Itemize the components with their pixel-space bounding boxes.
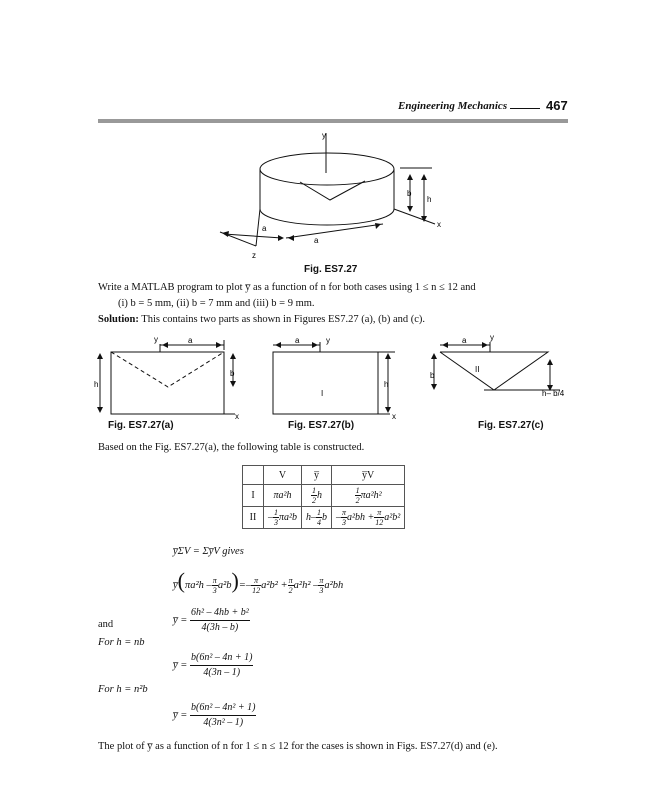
caption-top: Fig. ES7.27 (304, 264, 358, 275)
label-y: y (322, 131, 326, 140)
caption-b: Fig. ES7.27(b) (288, 420, 355, 431)
label-z: z (252, 251, 256, 260)
eq-1: y̅(πa²h – $\frac{\pi}{3}$ a²b)=– $\frac{\pi}{12}$ a²b² + $\frac{\pi}{2}$ a²h² – $\frac{\pi}{3}$ a²bh (173, 568, 344, 596)
col-header-y: y̅ (302, 466, 332, 485)
fig-c-hb4: h– b/4 (542, 389, 565, 398)
col-header-v: V (264, 466, 302, 485)
figure-cylinder (200, 128, 460, 263)
fig-b-h: h (384, 380, 389, 389)
fig-a-y: y (154, 335, 158, 344)
for-h-n2b: For h = n²b (98, 684, 148, 695)
fig-a-b: b (230, 369, 235, 378)
caption-c: Fig. ES7.27(c) (478, 420, 544, 431)
solution-label: Solution: (98, 314, 139, 325)
row-label: II (243, 507, 264, 529)
running-title: Engineering Mechanics (398, 100, 508, 112)
fig-c-a: a (462, 336, 467, 345)
fig-b-y: y (326, 336, 330, 345)
problem-line-2: (i) b = 5 mm, (ii) b = 7 mm and (iii) b = 9 mm. (118, 298, 315, 309)
eq-gives: y̅ΣV = Σy̅V gives (173, 546, 244, 557)
closing-text: The plot of y̅ as a function of n for 1 ≤ n ≤ 12 for the cases is shown in Figs. ES7.27(d) and (e). (98, 741, 498, 752)
eq-2: y̅ = $\frac{\text{6h² – 4hb + b²}}{4(3h - b)}$ (173, 607, 249, 633)
row-label: I (243, 485, 264, 507)
fig-a-x: x (235, 412, 239, 421)
fig-b-a: a (295, 336, 300, 345)
for-h-nb: For h = nb (98, 637, 145, 648)
label-a2: a (314, 236, 319, 245)
col-header-yv: y̅V (332, 466, 405, 485)
problem-line-1: Write a MATLAB program to plot y̅ as a function of n for both cases using 1 ≤ n ≤ 12 and (98, 282, 476, 293)
caption-a: Fig. ES7.27(a) (108, 420, 174, 431)
table-row: II – $\frac{1}{3}$ πa²b h– $\frac{1}{4}$ b – $\frac{\pi}{3}$ a²bh + $\frac{\pi}{12}$ a²b² (243, 507, 405, 529)
header-dash (510, 108, 540, 109)
label-b: b (407, 189, 412, 198)
cylinder-top (260, 153, 394, 185)
fig-c-b: b (430, 371, 435, 380)
volume-table (242, 465, 405, 529)
cell-v: πa²h (264, 485, 302, 507)
eq-3: y̅ = $\frac{\text{b(6n² – 4n + 1)}}{4(3n - 1)}$ (173, 652, 253, 678)
x-axis-line (394, 209, 435, 224)
solution-text: This contains two parts as shown in Figures ES7.27 (a), (b) and (c). (138, 314, 426, 325)
label-h: h (427, 195, 432, 204)
fig-b-region: I (321, 389, 324, 398)
fig-c-y: y (490, 333, 494, 342)
header-rule (98, 119, 568, 123)
label-x: x (437, 220, 441, 229)
fig-b-x: x (392, 412, 396, 421)
fig-c-region: II (475, 365, 480, 374)
and-label: and (98, 619, 114, 630)
fig-a-h: h (94, 380, 99, 389)
fig-a-a: a (188, 336, 193, 345)
label-a1: a (262, 224, 267, 233)
table-row: I πa²h $\frac{1}{2}$ h $\frac{1}{2}$ πa²h² (243, 485, 405, 507)
eq-4: y̅ = $\frac{\text{b(6n² – 4n² + 1)}}{\text{4(3n² – 1)}}$ (173, 702, 256, 728)
page-number: 467 (546, 98, 568, 113)
table-intro: Based on the Fig. ES7.27(a), the following table is constructed. (98, 442, 365, 453)
figures-row (90, 330, 580, 430)
